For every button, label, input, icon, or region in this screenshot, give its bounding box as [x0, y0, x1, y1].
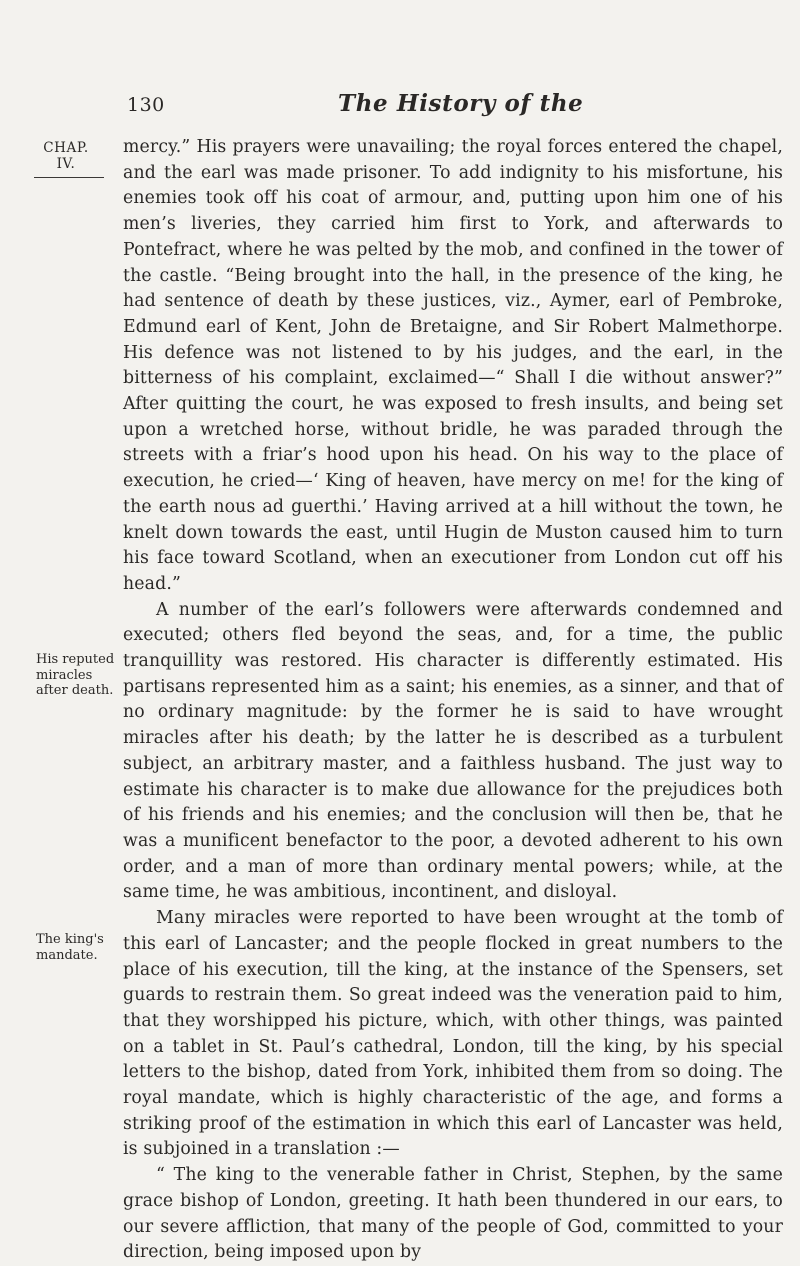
page-number: 130: [127, 94, 165, 116]
chapter-number: IV.: [56, 156, 76, 172]
paragraph: “ The king to the venerable father in Christ, Stephen, by the same grace bishop of London, greeting. It hath been thundered in our ears, to our severe affliction, that many of the people of God, committed to your direction, being imposed upon by: [123, 1165, 783, 1263]
chapter-label: [36, 140, 96, 172]
body-text: [123, 135, 783, 1266]
paragraph: A number of the earl’s followers were afterwards condemned and executed; others fled beyond the seas, and, for a time, the public tranquillity was restored. His character is differently estimated. His partisans represented him as a saint; his enemies, as a sinner, and that of no ordinary magnitude: by the former he is said to have wrought miracles after his death; by the latter he is described as a turbulent subject, an arbitrary master, and a faithless husband. The just way to estimate his character is to make due allowance for the prejudices both of his friends and his enemies; and the conclusion will then be, that he was a munificent benefactor to the poor, a devoted adherent to his own order, and a man of more than ordinary mental powers; while, at the same time, he was ambitious, incontinent, and disloyal.: [123, 599, 783, 903]
margin-note-mandate: The king's mandate.: [36, 932, 104, 963]
margin-note-miracles: His reputed miracles after death.: [36, 652, 115, 698]
chapter-rule: [34, 177, 104, 178]
chapter-word: CHAP.: [43, 140, 89, 156]
paragraph: mercy.” His prayers were unavailing; the royal forces entered the chapel, and the earl was made prisoner. To add indignity to his misfortune, his enemies took off his coat of armour, and, putting upon him one of his men’s liveries, they carried him first to York, and afterwards to Pontefract, where he was pelted by the mob, and confined in the tower of the castle. “Being brought into the hall, in the presence of the king, he had sentence of death by these justices, viz., Aymer, earl of Pembroke, Edmund earl of Kent, John de Bretaigne, and Sir Robert Malmethorpe. His defence was not listened to by his judges, and the earl, in the bitterness of his complaint, exclaimed—“ Shall I die without answer?” After quitting the court, he was exposed to fresh insults, and being set upon a wretched horse, without bridle, he was paraded through the streets with a friar’s hood upon his head. On his way to the place of execution, he cried—‘ King of heaven, have mercy on me! for the king of the earth nous ad guerthi.’ Having arrived at a hill without the town, he knelt down towards the east, until Hugin de Muston caused him to turn his face toward Scotland, when an executioner from London cut off his head.”: [123, 137, 783, 594]
paragraph: Many miracles were reported to have been wrought at the tomb of this earl of Lancaster; and the people flocked in great numbers to the place of his execution, till the king, at the instance of the Spensers, set guards to restrain them. So great indeed was the veneration paid to him, that they worshipped his picture, which, with other things, was painted on a tablet in St. Paul’s cathedral, London, till the king, by his special letters to the bishop, dated from York, inhibited them from so doing. The royal mandate, which is highly characteristic of the age, and forms a striking proof of the estimation in which this earl of Lancaster was held, is subjoined in a translation :—: [123, 908, 783, 1160]
running-head: The History of the: [338, 90, 584, 117]
